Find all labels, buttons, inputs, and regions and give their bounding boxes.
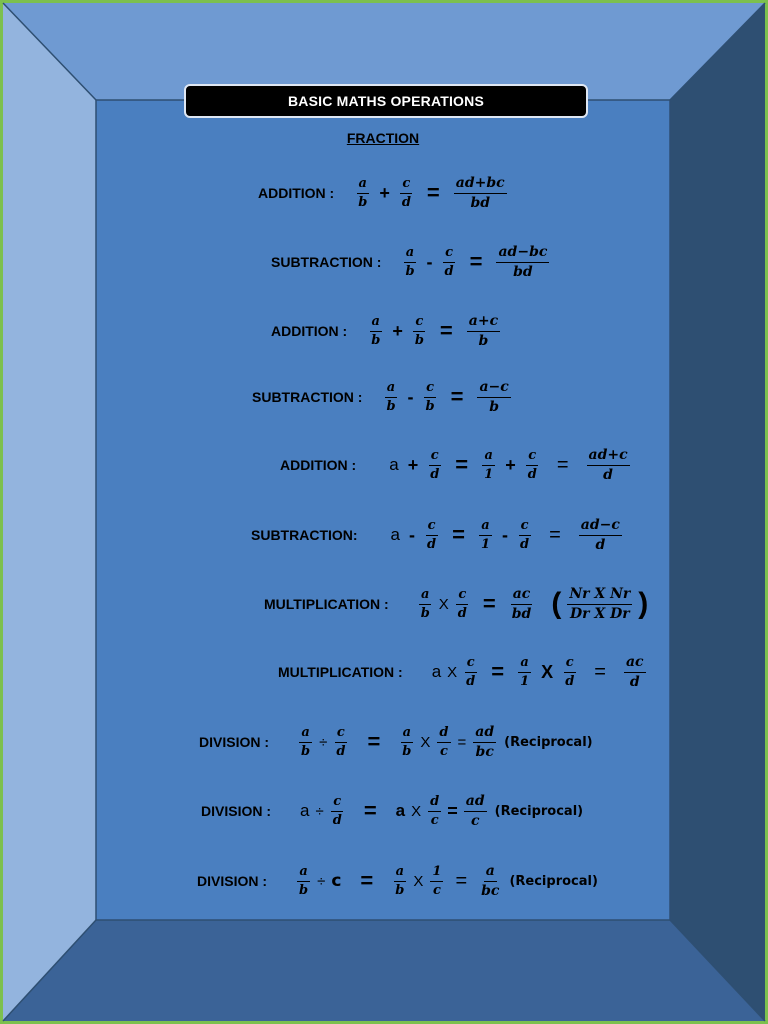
formula-row-division-2 bbox=[201, 794, 583, 828]
fraction: $\frac{a}{b}$ bbox=[420, 587, 430, 621]
result-fraction: $\frac{ad}{c}$ bbox=[465, 793, 485, 829]
operator: X bbox=[447, 663, 458, 681]
equals-sign: = bbox=[426, 180, 440, 206]
fraction: $\frac{c}{d}$ bbox=[565, 655, 575, 689]
operation-label: ADDITION : bbox=[258, 185, 335, 202]
formula-row-addition-3 bbox=[280, 448, 634, 482]
frame-left bbox=[3, 3, 96, 1021]
equals-sign: = bbox=[452, 522, 465, 548]
result-fraction: $\frac{ac}{bd}$ bbox=[511, 586, 532, 622]
reciprocal-note: (Reciprocal) bbox=[509, 873, 598, 889]
fraction: $\frac{c}{b}$ bbox=[414, 314, 424, 348]
equals-sign: = bbox=[556, 453, 569, 476]
reciprocal-note: (Reciprocal) bbox=[494, 803, 584, 819]
result-fraction: $\frac{ad-bc}{bd}$ bbox=[498, 244, 548, 280]
equals-sign: = bbox=[549, 523, 561, 546]
fraction: $\frac{d}{c}$ bbox=[430, 794, 440, 828]
result-fraction: $\frac{a+c}{b}$ bbox=[468, 313, 499, 349]
fraction: $\frac{a}{b}$ bbox=[299, 864, 309, 898]
variable: a bbox=[390, 525, 401, 545]
fraction: $\frac{a}{b}$ bbox=[371, 314, 381, 348]
operator: + bbox=[392, 320, 403, 341]
operator: X bbox=[413, 872, 424, 890]
operation-label: DIVISION : bbox=[197, 873, 268, 890]
fraction: $\frac{a}{b}$ bbox=[395, 864, 405, 898]
fraction: $\frac{c}{d}$ bbox=[466, 655, 476, 689]
operation-label: ADDITION : bbox=[271, 323, 348, 340]
fraction: $\frac{a}{b}$ bbox=[405, 245, 415, 279]
fraction: $\frac{c}{d}$ bbox=[520, 518, 530, 552]
operation-label: SUBTRACTION : bbox=[252, 389, 363, 406]
formula-row-multiplication-1 bbox=[264, 587, 650, 621]
operation-label: MULTIPLICATION : bbox=[278, 664, 403, 681]
formula-panel bbox=[96, 93, 670, 920]
result-fraction: $\frac{ad+bc}{bd}$ bbox=[455, 175, 505, 211]
fraction: $\frac{c}{d}$ bbox=[332, 794, 342, 828]
formula-row-subtraction-1 bbox=[271, 245, 553, 279]
fraction: $\frac{1}{c}$ bbox=[432, 864, 442, 898]
close-paren: ) bbox=[638, 587, 649, 621]
fraction: $\frac{c}{d}$ bbox=[430, 448, 440, 482]
operation-label: DIVISION : bbox=[201, 803, 272, 820]
equals-sign: = bbox=[594, 660, 606, 683]
fraction: $\frac{d}{c}$ bbox=[439, 725, 449, 759]
result-fraction: $\frac{a}{bc}$ bbox=[481, 863, 500, 899]
operator: - bbox=[426, 251, 433, 272]
fraction: $\frac{c}{d}$ bbox=[401, 176, 411, 210]
operation-label: MULTIPLICATION : bbox=[264, 596, 389, 613]
result-fraction: $\frac{a-c}{b}$ bbox=[479, 379, 509, 415]
equals-sign: = bbox=[363, 798, 377, 824]
equals-sign: = bbox=[439, 318, 453, 344]
result-fraction: $\frac{ad+c}{d}$ bbox=[588, 447, 628, 483]
operator: ÷ bbox=[319, 733, 328, 751]
fraction: $\frac{a}{b}$ bbox=[301, 725, 311, 759]
fraction: $\frac{a}{1}$ bbox=[484, 448, 494, 482]
reciprocal-note: (Reciprocal) bbox=[504, 734, 593, 750]
fraction: $\frac{c}{d}$ bbox=[527, 448, 537, 482]
equals-sign: = bbox=[455, 869, 468, 892]
equals-sign: = bbox=[360, 868, 374, 894]
equals-sign: = bbox=[450, 384, 464, 410]
operator: - bbox=[409, 524, 416, 545]
equals-sign: = bbox=[447, 800, 458, 821]
operator: + bbox=[505, 454, 516, 475]
formula-row-division-1 bbox=[199, 725, 593, 759]
variable: c bbox=[331, 871, 342, 892]
formula-row-addition-1 bbox=[258, 176, 511, 210]
formula-row-division-3 bbox=[197, 864, 598, 898]
formula-row-multiplication-2 bbox=[278, 655, 650, 689]
result-fraction: $\frac{ac}{d}$ bbox=[625, 654, 644, 690]
operation-label: DIVISION : bbox=[199, 734, 270, 751]
operator: ÷ bbox=[315, 802, 324, 820]
frame-bottom bbox=[3, 920, 765, 1021]
open-paren: ( bbox=[551, 587, 562, 621]
equals-sign: = bbox=[491, 659, 505, 685]
result-fraction: $\frac{ad}{bc}$ bbox=[475, 724, 495, 760]
operator: + bbox=[407, 454, 419, 475]
frame-right bbox=[670, 3, 765, 1021]
fraction: $\frac{a}{1}$ bbox=[480, 518, 491, 552]
note-fraction: $\frac{\text{Nr X Nr}}{\text{Dr X Dr}}$ bbox=[569, 586, 631, 622]
operator: ÷ bbox=[317, 872, 326, 890]
operation-label: SUBTRACTION : bbox=[271, 254, 382, 271]
page-title: BASIC MATHS OPERATIONS bbox=[184, 84, 588, 118]
operator: X bbox=[438, 595, 449, 613]
operator: - bbox=[407, 386, 414, 407]
fraction: $\frac{c}{d}$ bbox=[336, 725, 346, 759]
operator: X bbox=[541, 661, 554, 682]
operator: + bbox=[379, 182, 390, 203]
equals-sign: = bbox=[457, 733, 467, 751]
variable: a bbox=[300, 801, 310, 821]
fraction: $\frac{a}{b}$ bbox=[402, 725, 412, 759]
operator: X bbox=[420, 733, 431, 751]
fraction: $\frac{a}{1}$ bbox=[520, 655, 530, 689]
variable: a bbox=[395, 801, 406, 821]
operation-label: ADDITION : bbox=[280, 457, 357, 474]
result-fraction: $\frac{ad-c}{d}$ bbox=[580, 517, 620, 553]
fraction: $\frac{a}{b}$ bbox=[386, 380, 396, 414]
variable: a bbox=[389, 455, 399, 475]
equals-sign: = bbox=[455, 452, 469, 478]
fraction: $\frac{c}{d}$ bbox=[427, 518, 437, 552]
equals-sign: = bbox=[367, 729, 381, 755]
formula-row-addition-2 bbox=[271, 314, 504, 348]
formula-row-subtraction-2 bbox=[252, 380, 515, 414]
variable: a bbox=[431, 662, 442, 682]
operator: X bbox=[411, 802, 422, 820]
operator: - bbox=[502, 524, 509, 545]
fraction: $\frac{c}{d}$ bbox=[457, 587, 467, 621]
equals-sign: = bbox=[469, 249, 483, 275]
equals-sign: = bbox=[482, 591, 496, 617]
section-subtitle: FRACTION bbox=[346, 130, 420, 146]
fraction: $\frac{a}{b}$ bbox=[358, 176, 368, 210]
operation-label: SUBTRACTION: bbox=[251, 527, 358, 544]
formula-row-subtraction-3 bbox=[251, 518, 626, 552]
fraction: $\frac{c}{d}$ bbox=[444, 245, 454, 279]
fraction: $\frac{c}{b}$ bbox=[425, 380, 435, 414]
